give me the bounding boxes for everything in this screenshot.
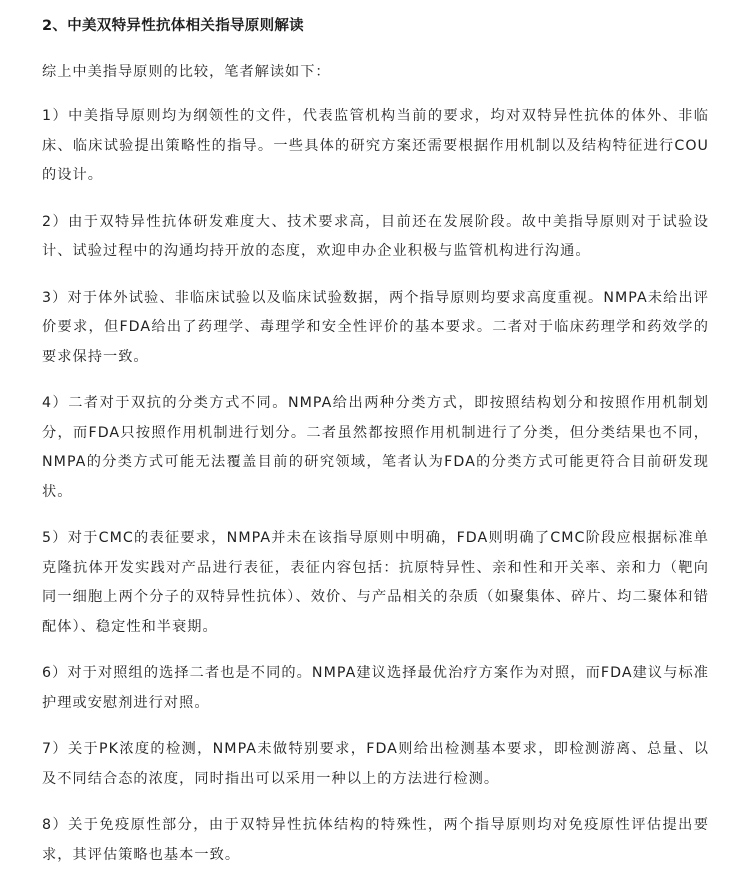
paragraph-5: 5）对于CMC的表征要求，NMPA并未在该指导原则中明确，FDA则明确了CMC阶段应根据标准单克隆抗体开发实践对产品进行表征，表征内容包括：抗原特异性、亲和性和开关率、亲和力（靶向同一细胞上两个分子的双特异性抗体）、效价、与产品相关的杂质（如聚集体、碎片、均二聚体和错配体）、稳定性和半衰期。 (42, 530, 709, 635)
intro-text: 综上中美指导原则的比较，笔者解读如下： (42, 64, 331, 80)
paragraph-2: 2）由于双特异性抗体研发难度大、技术要求高，目前还在发展阶段。故中美指导原则对于试验设计、试验过程中的沟通均持开放的态度，欢迎申办企业积极与监管机构进行沟通。 (42, 213, 709, 259)
paragraph-8: 8）关于免疫原性部分，由于双特异性抗体结构的特殊性，两个指导原则均对免疫原性评估提出要求，其评估策略也基本一致。 (42, 817, 709, 863)
paragraph-3: 3）对于体外试验、非临床试验以及临床试验数据，两个指导原则均要求高度重视。NMPA未给出评价要求，但FDA给出了药理学、毒理学和安全性评价的基本要求。二者对于临床药理学和药效学的要求保持一致。 (42, 289, 709, 365)
paragraph-4: 4）二者对于双抗的分类方式不同。NMPA给出两种分类方式，即按照结构划分和按照作用机制划分，而FDA只按照作用机制进行划分。二者虽然都按照作用机制进行了分类，但分类结果也不同，NMPA的分类方式可能无法覆盖目前的研究领域，笔者认为FDA的分类方式可能更符合目前研发现状。 (42, 395, 709, 500)
section-heading: 2、中美双特异性抗体相关指导原则解读 (42, 18, 304, 34)
paragraph-6: 6）对于对照组的选择二者也是不同的。NMPA建议选择最优治疗方案作为对照，而FDA建议与标准护理或安慰剂进行对照。 (42, 665, 709, 711)
paragraph-7: 7）关于PK浓度的检测，NMPA未做特别要求，FDA则给出检测基本要求，即检测游离、总量、以及不同结合态的浓度，同时指出可以采用一种以上的方法进行检测。 (42, 741, 709, 787)
paragraph-1: 1）中美指导原则均为纲领性的文件，代表监管机构当前的要求，均对双特异性抗体的体外、非临床、临床试验提出策略性的指导。一些具体的研究方案还需要根据作用机制以及结构特征进行COU的设计。 (42, 108, 709, 183)
